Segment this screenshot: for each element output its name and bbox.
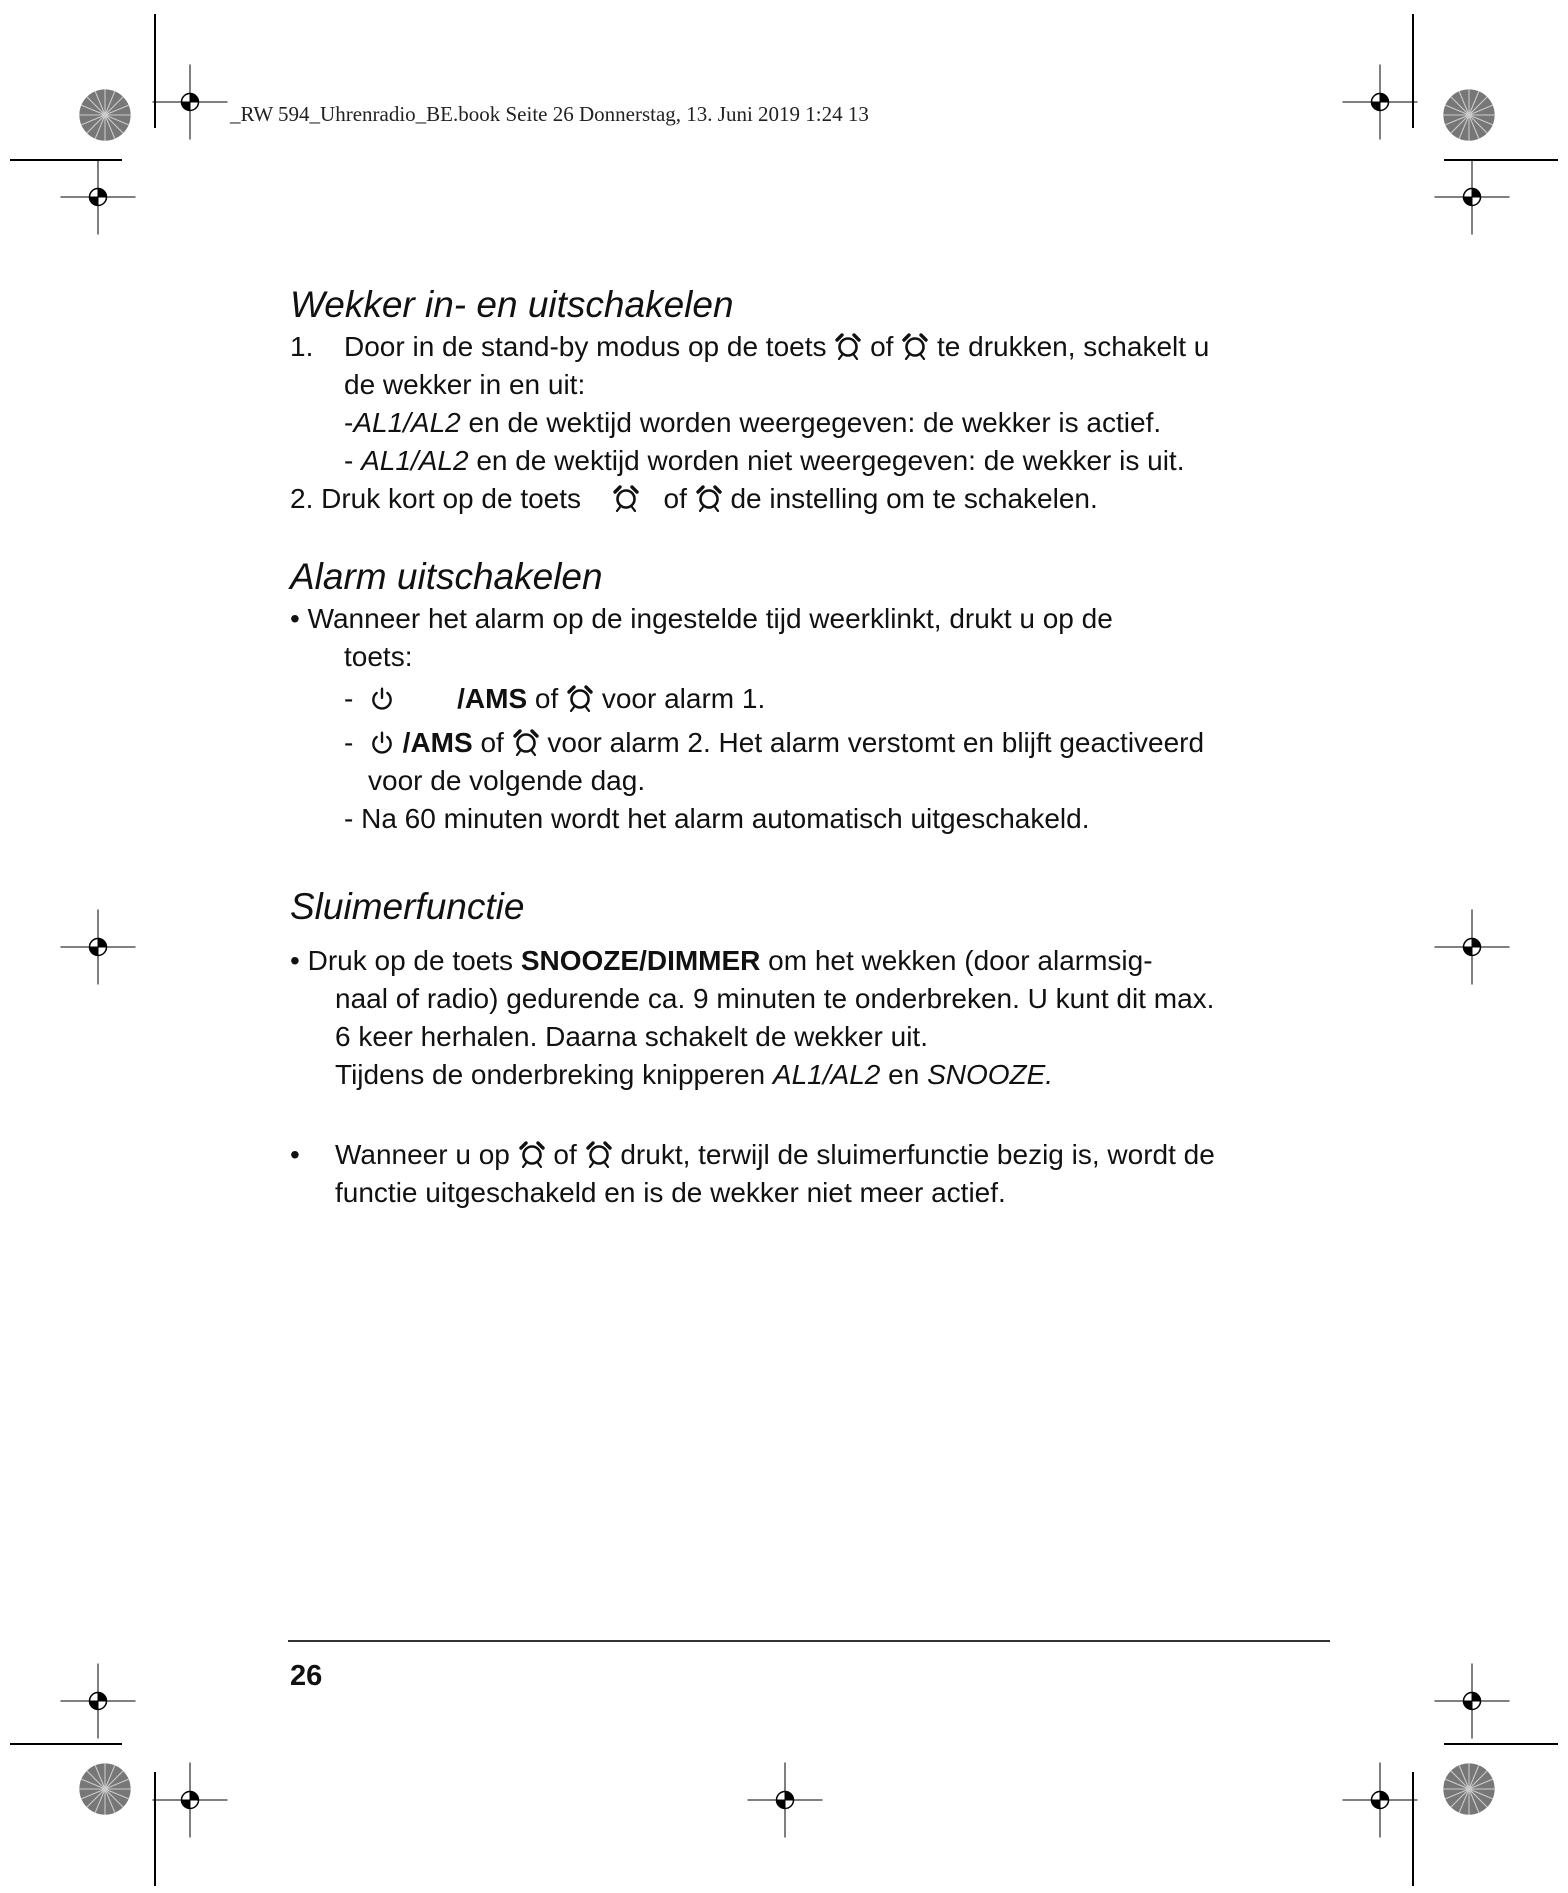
registration-mark (1435, 160, 1510, 235)
sub-item: -AL1/AL2 en de wektijd worden weergegeven: de wekker is actief. (344, 407, 1162, 438)
step-1-cont: de wekker in en uit: (344, 369, 586, 400)
page-number: 26 (290, 1660, 323, 1692)
power-icon (369, 686, 395, 712)
section-title: Alarm uitschakelen (290, 556, 603, 597)
section-title: Wekker in- en uitschakelen (290, 284, 734, 325)
bullet-cont: toets: (344, 641, 413, 672)
sub-item: - AL1/AL2 en de wektijd worden niet weergegeven: de wekker is uit. (344, 445, 1185, 476)
registration-mark (1435, 1664, 1510, 1739)
registration-mark (1435, 910, 1510, 985)
bullet-cont: naal of radio) gedurende ca. 9 minuten te onderbreken. U kunt dit max. (335, 983, 1215, 1014)
alarm-clock-1-icon (566, 684, 594, 712)
color-wheel-mark (1443, 1763, 1494, 1814)
bullet-cont: functie uitgeschakeld en is de wekker niet meer actief. (335, 1177, 1006, 1208)
alarm-clock-2-icon (512, 728, 540, 756)
bullet-cont: 6 keer herhalen. Daarna schakelt de wekker uit. (335, 1021, 928, 1052)
alarm-clock-1-icon (518, 1140, 546, 1168)
color-wheel-mark (79, 1763, 130, 1814)
section-alarm-uit (290, 554, 1370, 838)
registration-mark (61, 160, 136, 235)
section-wekker (290, 282, 1370, 518)
bullet-item: • Wanneer u op of drukt, terwijl de sluimerfunctie bezig is, wordt de (290, 1139, 1215, 1170)
step-1: 1. Door in de stand-by modus op de toets of te drukken, schakelt u (290, 328, 1370, 366)
registration-mark (1343, 65, 1418, 140)
registration-mark (1343, 1763, 1418, 1838)
step-number: 1. (290, 331, 314, 362)
sub-item-alarm-1: - /AMS of voor alarm 1. (344, 683, 766, 714)
alarm-clock-1-icon (834, 332, 862, 360)
bullet-cont: Tijdens de onderbreking knipperen AL1/AL2 en SNOOZE. (335, 1059, 1054, 1090)
alarm-clock-2-icon (901, 332, 929, 360)
bullet-item: • Wanneer het alarm op de ingestelde tijd weerklinkt, drukt u op de (290, 603, 1113, 634)
registration-mark (61, 910, 136, 985)
footer-rule (288, 1640, 1330, 1642)
registration-mark (153, 1763, 228, 1838)
section-sluimer (290, 884, 1370, 1212)
sub-item: - Na 60 minuten wordt het alarm automatisch uitgeschakeld. (344, 803, 1090, 834)
bullet-item: • Druk op de toets SNOOZE/DIMMER om het wekken (door alarmsig- (290, 945, 1153, 976)
color-wheel-mark (79, 89, 130, 140)
page-content (290, 282, 1370, 1212)
sub-item-cont: voor de volgende dag. (368, 765, 646, 796)
book-header (230, 102, 869, 127)
sub-item-alarm-2: - /AMS of voor alarm 2. Het alarm verstomt en blijft geactiveerd (344, 727, 1205, 758)
power-icon (369, 730, 395, 756)
alarm-clock-1-icon (612, 484, 640, 512)
alarm-clock-2-icon (585, 1140, 613, 1168)
header-text: _RW 594_Uhrenradio_BE.book Seite 26 Donnerstag, 13. Juni 2019 1:24 13 (230, 102, 869, 126)
registration-mark (61, 1664, 136, 1739)
step-2: 2. Druk kort op de toets of de instelling om te schakelen. (290, 483, 1098, 514)
section-title: Sluimerfunctie (290, 886, 525, 927)
alarm-clock-2-icon (695, 484, 723, 512)
color-wheel-mark (1443, 89, 1494, 140)
registration-mark (748, 1763, 823, 1838)
registration-mark (153, 65, 228, 140)
